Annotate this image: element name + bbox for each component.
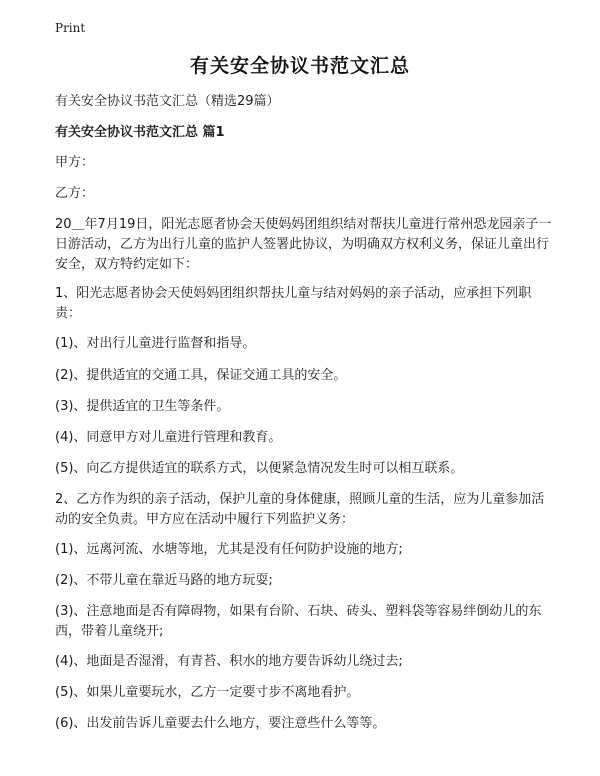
clause-2-item-1: (1)、远离河流、水塘等地，尤其是没有任何防护设施的地方; bbox=[55, 542, 403, 557]
document-subtitle: 有关安全协议书范文汇总（精选29篇） bbox=[55, 94, 280, 109]
clause-2-item-3: (3)、注意地面是否有障碍物，如果有台阶、石块、砖头、塑料袋等容易绊倒幼儿的东西，带着儿童绕开; bbox=[55, 604, 542, 639]
clause-2-item-4: (4)、地面是否湿滑，有青苔、积水的地方要告诉幼儿绕过去; bbox=[55, 654, 403, 669]
clause-2-item-2: (2)、不带儿童在靠近马路的地方玩耍; bbox=[55, 573, 273, 588]
party-a-line: 甲方： bbox=[55, 155, 95, 170]
intro-paragraph: 20＿年7月19日，阳光志愿者协会天使妈妈团组织结对帮扶儿童进行常州恐龙园亲子一日游活动，乙方为出行儿童的监护人签署此协议，为明确双方权利义务，保证儿童出行安全，双方特约定如下： bbox=[55, 217, 552, 272]
section-heading: 有关安全协议书范文汇总 篇1 bbox=[55, 125, 225, 140]
party-b-line: 乙方： bbox=[55, 186, 95, 201]
clause-1-item-1: (1)、对出行儿童进行监督和指导。 bbox=[55, 336, 256, 351]
clause-1-item-2: (2)、提供适宜的交通工具，保证交通工具的安全。 bbox=[55, 368, 347, 383]
clause-1-heading: 1、阳光志愿者协会天使妈妈团组织帮扶儿童与结对妈妈的亲子活动，应承担下列职责： bbox=[55, 286, 532, 321]
clause-2-item-5: (5)、如果儿童要玩水，乙方一定要寸步不离地看护。 bbox=[55, 685, 360, 700]
clause-2-heading: 2、乙方作为织的亲子活动，保护儿童的身体健康，照顾儿童的生活，应为儿童参加活动的安全负责。甲方应在活动中履行下列监护义务： bbox=[55, 492, 545, 527]
clause-1-item-4: (4)、同意甲方对儿童进行管理和教育。 bbox=[55, 430, 282, 445]
clause-2-item-6: (6)、出发前告诉儿童要去什么地方，要注意些什么等等。 bbox=[55, 716, 386, 731]
clause-1-item-5: (5)、向乙方提供适宜的联系方式，以便紧急情况发生时可以相互联系。 bbox=[55, 461, 464, 476]
clause-1-item-3: (3)、提供适宜的卫生等条件。 bbox=[55, 399, 230, 414]
print-link[interactable]: Print bbox=[55, 21, 86, 35]
document-title: 有关安全协议书范文汇总 bbox=[189, 55, 410, 77]
